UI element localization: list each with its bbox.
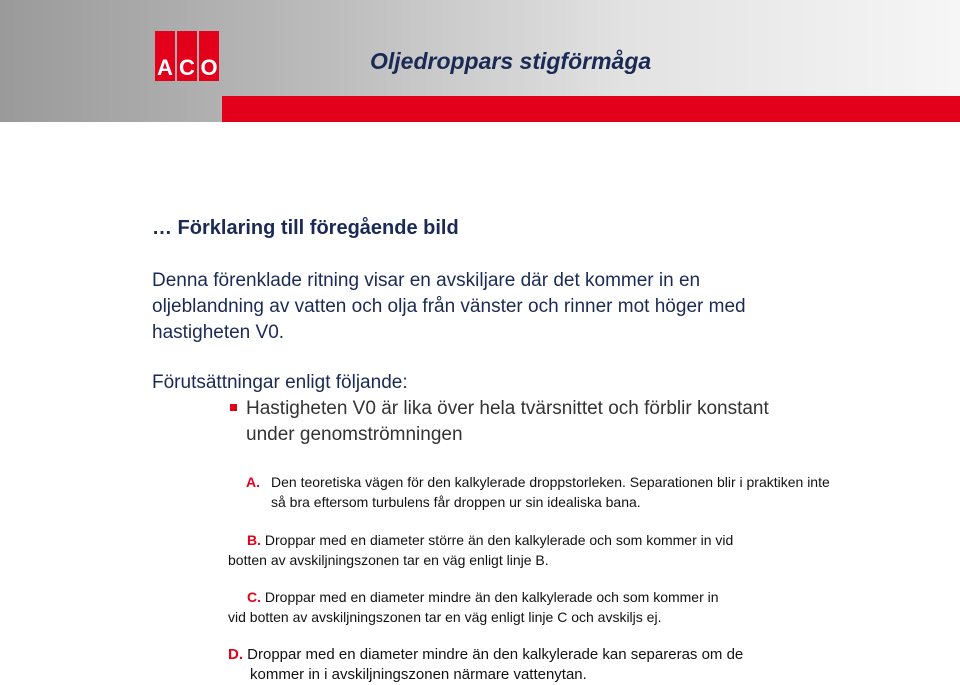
item-text: Droppar med en diameter större än den kalkylerade och som kommer in vid — [264, 532, 734, 548]
list-item-b — [228, 530, 828, 570]
bullet-text: Hastigheten V0 är lika över hela tvärsnittet och förblir konstant under genomströmningen — [246, 398, 769, 445]
list-item-a — [246, 472, 836, 512]
item-line-1 — [228, 530, 828, 550]
slide-title: Oljedroppars stigförmåga — [370, 48, 652, 74]
item-line-2: kommer in i avskiljningszonen närmare vattenytan. — [250, 666, 587, 683]
item-text: Den teoretiska vägen för den kalkylerade droppstorleken. Separationen blir i praktiken inte så bra eftersom turbulens får droppen ur sin idealiska bana. — [271, 474, 830, 510]
subheading: … Förklaring till föregående bild — [152, 217, 459, 239]
logo-cell-a: A — [155, 31, 175, 81]
logo-cell-c: C — [177, 31, 197, 81]
intro-paragraph: Denna förenklade ritning visar en avskiljare där det kommer in en oljeblandning av vatten och olja från vänster och rinner mot höger med hastigheten V0. — [152, 270, 746, 343]
item-text: Droppar med en diameter mindre än den kalkylerade och som kommer in — [264, 589, 719, 605]
item-text: Droppar med en diameter mindre än den kalkylerade kan separeras om de — [247, 646, 744, 663]
logo-cell-o: O — [199, 31, 219, 81]
item-letter: B. — [247, 532, 261, 548]
item-line-2: botten av avskiljningszonen tar en väg enligt linje B. — [228, 552, 549, 568]
red-accent-bar — [222, 96, 960, 122]
item-letter: D. — [228, 646, 243, 663]
list-item-c — [228, 587, 828, 627]
premises-title: Förutsättningar enligt följande: — [152, 372, 408, 393]
item-letter: C. — [247, 589, 261, 605]
item-line-2: vid botten av avskiljningszonen tar en väg enligt linje C och avskiljs ej. — [228, 609, 662, 625]
item-letter: A. — [246, 474, 260, 490]
item-line-1 — [228, 645, 828, 665]
item-line-1 — [228, 587, 828, 607]
aco-logo — [155, 31, 219, 81]
list-item-d — [228, 645, 828, 685]
square-bullet-icon — [230, 404, 237, 411]
